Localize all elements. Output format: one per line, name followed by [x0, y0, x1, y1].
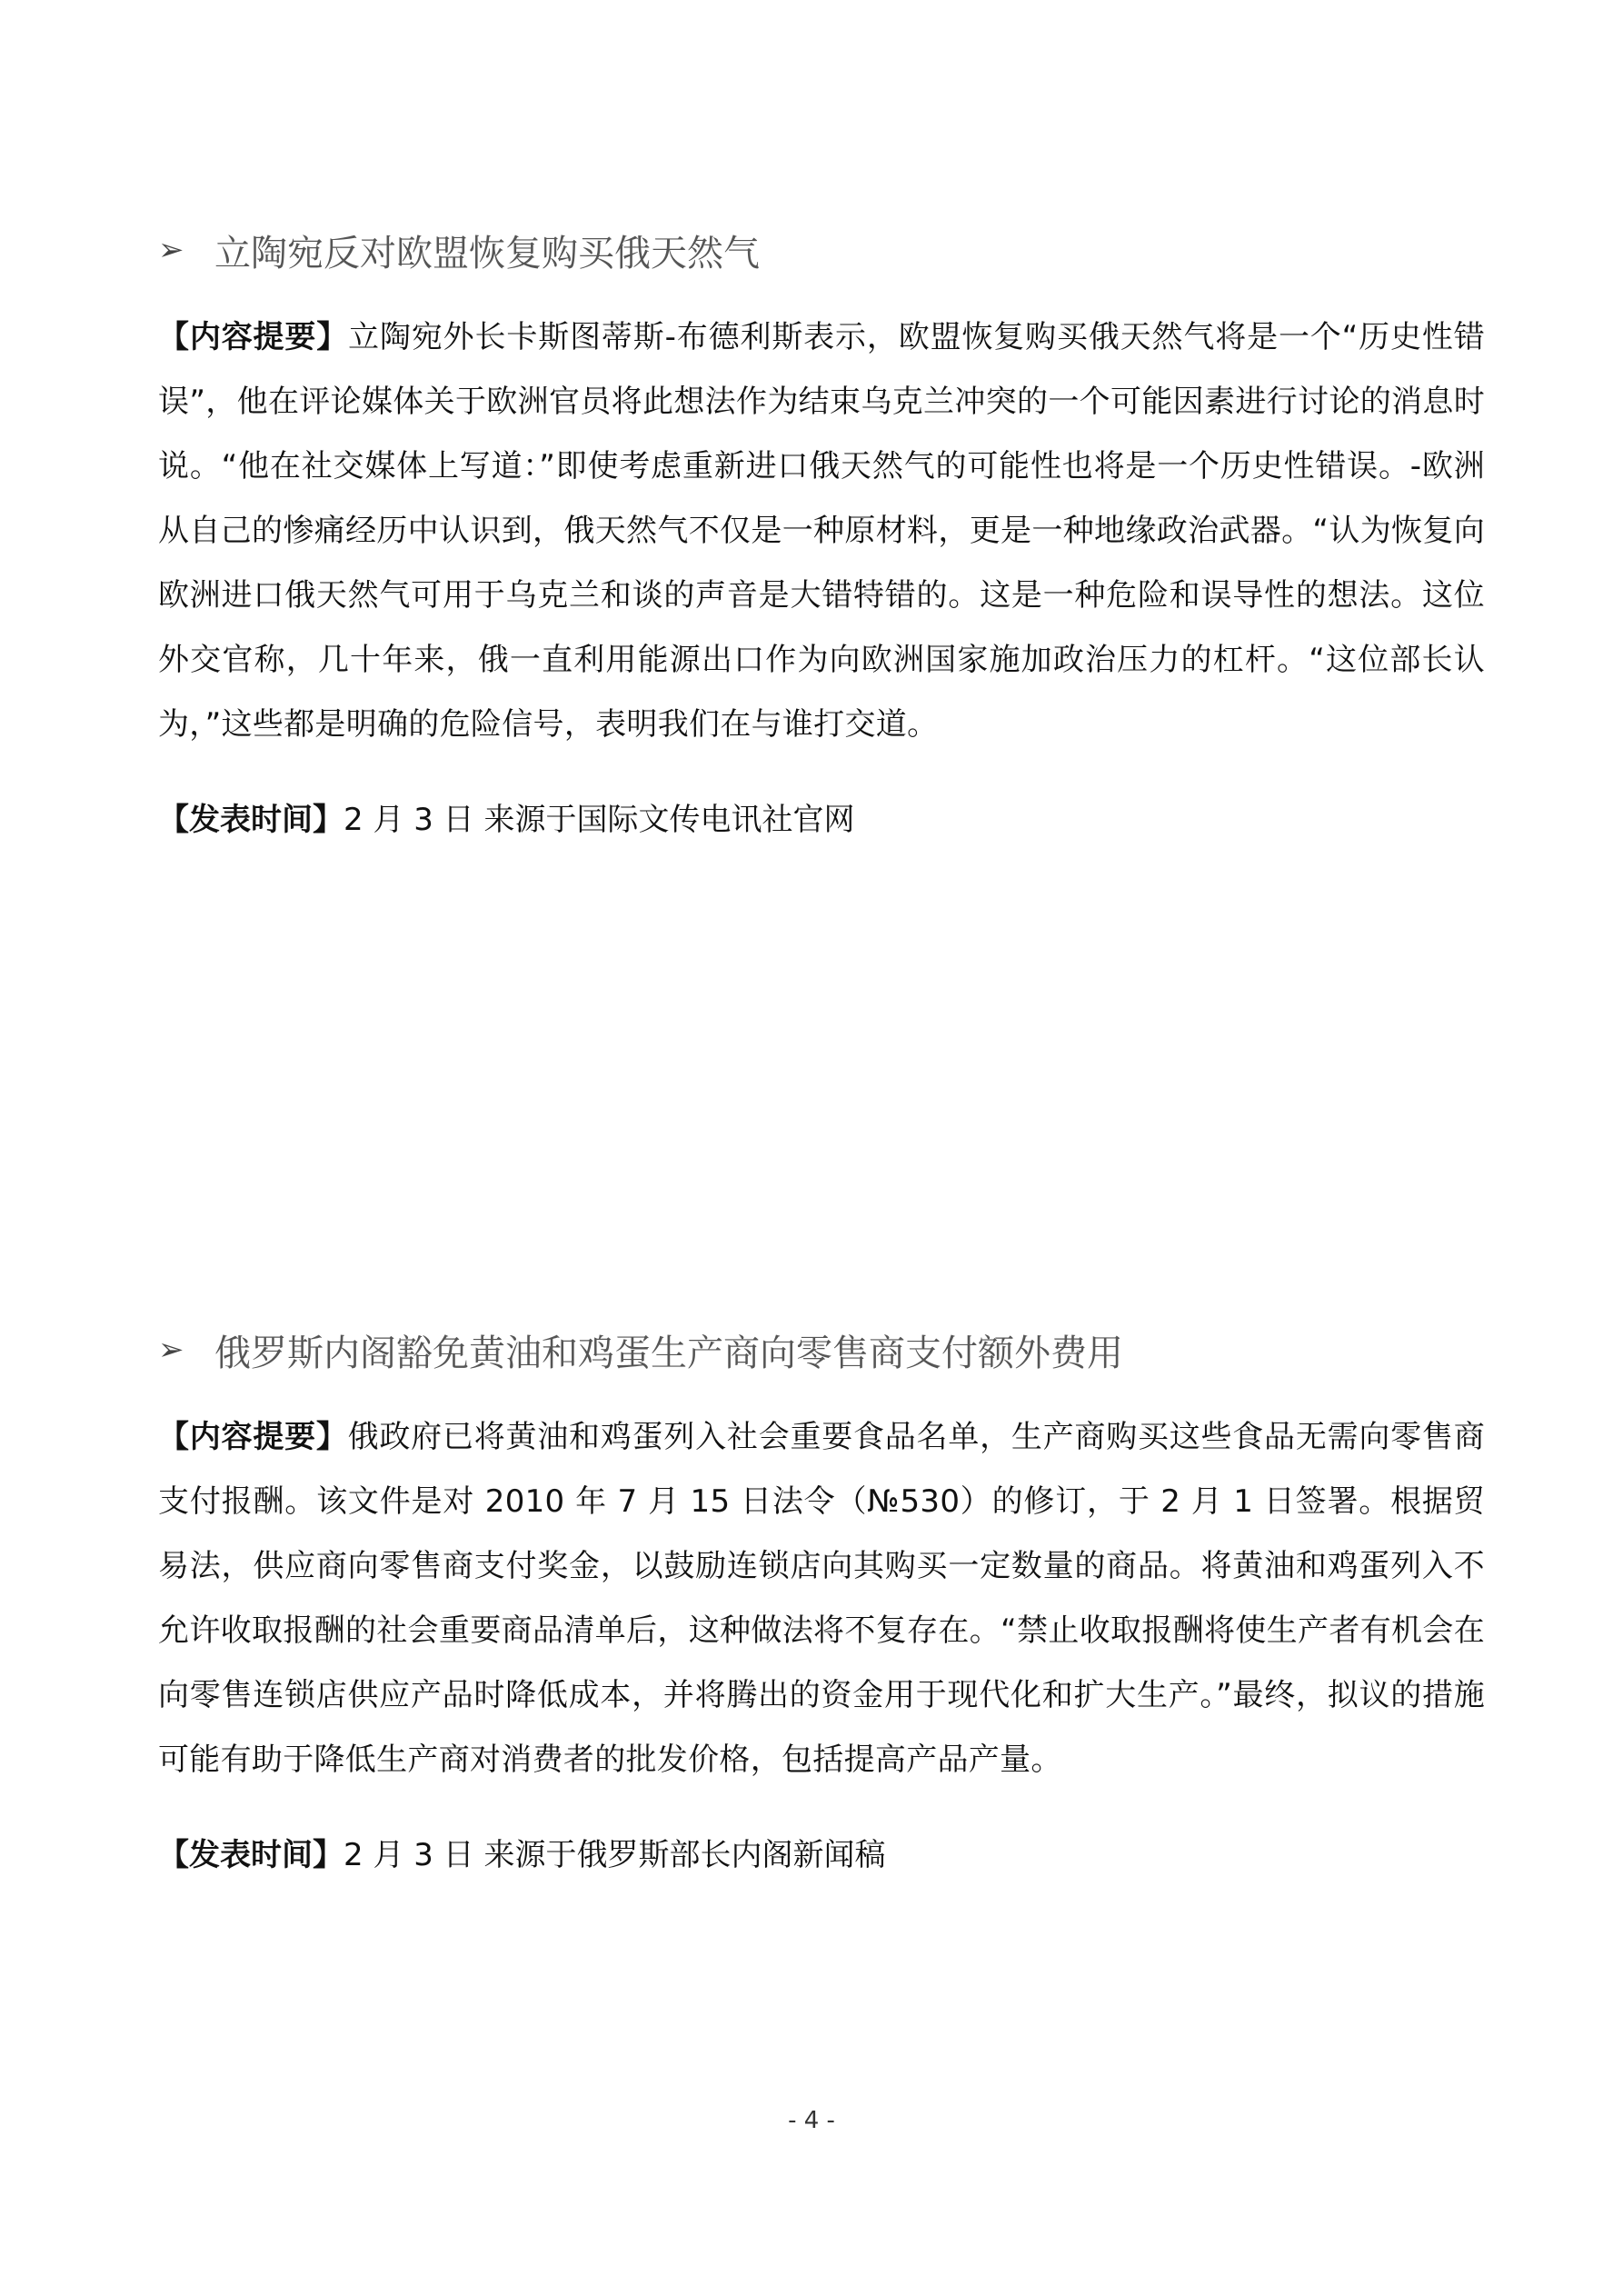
- news-article: [158, 218, 1485, 853]
- page-number: - 4 -: [788, 2107, 835, 2134]
- publish-time-label: 【发表时间】: [158, 802, 344, 838]
- article-title: 俄罗斯内阁豁免黄油和鸡蛋生产商向零售商支付额外费用: [214, 1332, 1123, 1374]
- summary-text: 立陶宛外长卡斯图蒂斯-布德利斯表示，欧盟恢复购买俄天然气将是一个“历史性错误”，他在评论媒体关于欧洲官员将此想法作为结束乌克兰冲突的一个可能因素进行讨论的消息时说。“他在社交媒体上写道：”即使考虑重新进口俄天然气的可能性也将是一个历史性错误。-欧洲从自己的惨痛经历中认识到，俄天然气不仅是一种原材料，更是一种地缘政治武器。“认为恢复向欧洲进口俄天然气可用于乌克兰和谈的声音是大错特错的。这是一种危险和误导性的想法。这位外交官称，几十年来，俄一直利用能源出口作为向欧洲国家施加政治压力的杠杆。“这位部长认为，”这些都是明确的危险信号，表明我们在与谁打交道。: [158, 319, 1485, 743]
- summary-text: 俄政府已将黄油和鸡蛋列入社会重要食品名单，生产商购买这些食品无需向零售商支付报酬。该文件是对 2010 年 7 月 15 日法令（№530）的修订，于 2 月 1 日签署。根据贸易法，供应商向零售商支付奖金，以鼓励连锁店向其购买一定数量的商品。将黄油和鸡蛋列入不允许收取报酬的社会重要商品清单后，这种做法将不复存在。“禁止收取报酬将使生产者有机会在向零售连锁店供应产品时降低成本，并将腾出的资金用于现代化和扩大生产。”最终，拟议的措施可能有助于降低生产商对消费者的批发价格，包括提高产品产量。: [158, 1419, 1485, 1778]
- arrow-bullet-icon: ➢: [158, 1332, 184, 1368]
- summary-label: 【内容提要】: [158, 1419, 348, 1455]
- publish-time-label: 【发表时间】: [158, 1837, 344, 1873]
- article-summary: [158, 305, 1485, 757]
- article-publish-info: [158, 788, 1485, 853]
- arrow-bullet-icon: ➢: [158, 232, 184, 268]
- article-summary: [158, 1405, 1485, 1792]
- article-heading: [158, 218, 1485, 282]
- publish-time-text: 2 月 3 日 来源于国际文传电讯社官网: [344, 802, 855, 838]
- summary-label: 【内容提要】: [158, 319, 349, 355]
- article-title: 立陶宛反对欧盟恢复购买俄天然气: [214, 232, 760, 275]
- publish-time-text: 2 月 3 日 来源于俄罗斯部长内阁新闻稿: [344, 1837, 886, 1873]
- article-publish-info: [158, 1823, 1485, 1888]
- news-article: [158, 1318, 1485, 1888]
- article-heading: [158, 1318, 1485, 1382]
